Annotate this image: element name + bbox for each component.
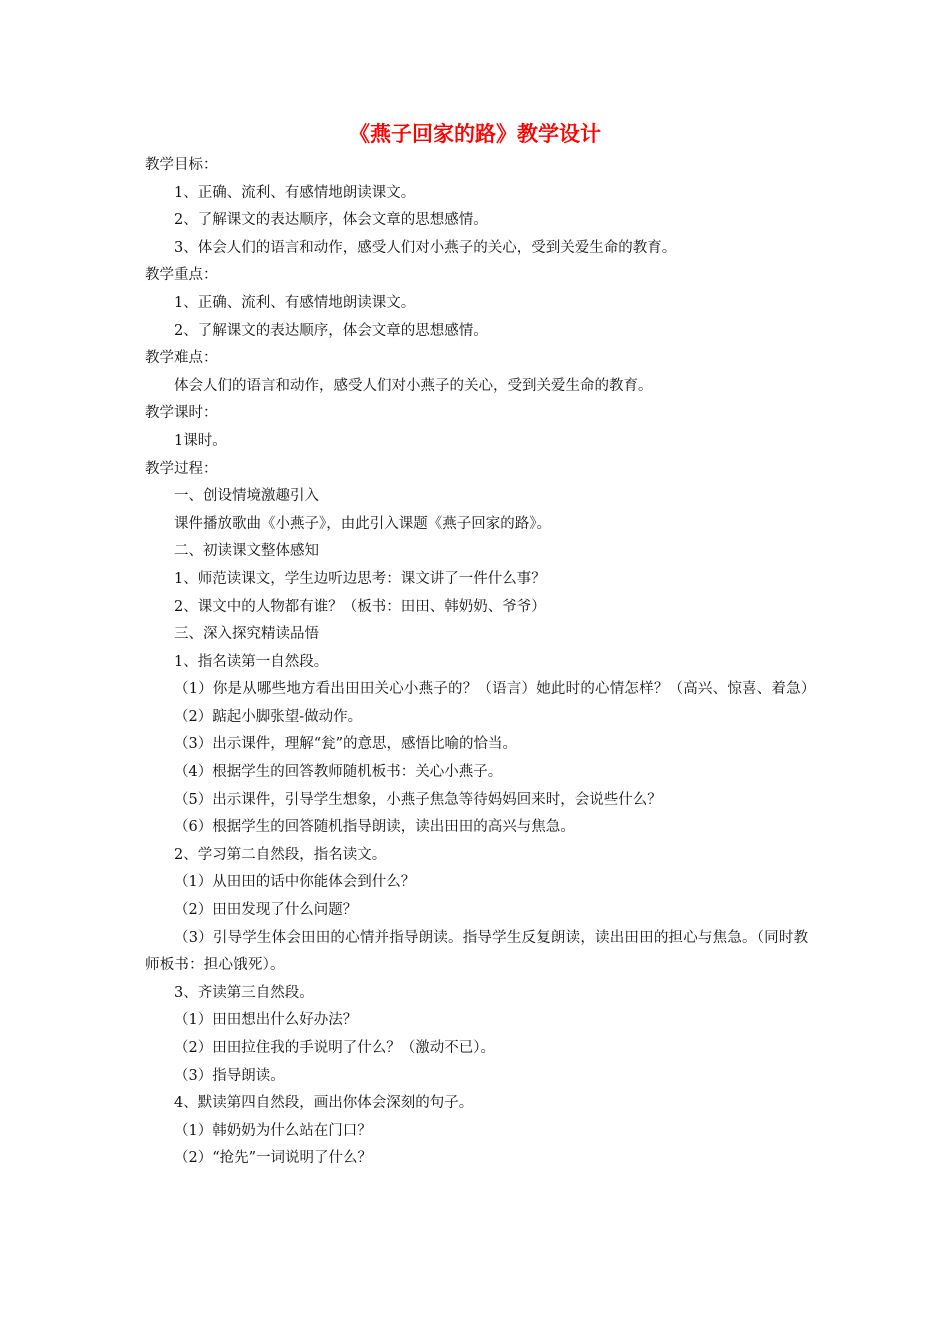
paragraph-line: （3）指导朗读。 <box>174 1067 285 1084</box>
paragraph-line: 3、体会人们的语言和动作，感受人们对小燕子的关心，受到关爱生命的教育。 <box>174 239 677 256</box>
paragraph-line: （2）田田拉住我的手说明了什么？（激动不已）。 <box>174 1040 495 1056</box>
paragraph-line: （6）根据学生的回答随机指导朗读，读出田田的高兴与焦急。 <box>174 819 575 836</box>
paragraph-line: （4）根据学生的回答教师随机板书：关心小燕子。 <box>174 764 503 781</box>
section-heading: 教学课时： <box>145 405 218 422</box>
paragraph-line: 1课时。 <box>174 432 227 449</box>
paragraph-line: （1）从田田的话中你能体会到什么？ <box>174 874 416 891</box>
paragraph-line: （1）田田想出什么好办法？ <box>174 1012 358 1029</box>
paragraph-line: 2、了解课文的表达顺序，体会文章的思想感情。 <box>174 212 488 229</box>
paragraph-line: 1、正确、流利、有感情地朗读课文。 <box>174 294 416 311</box>
paragraph-line: （2）踮起小脚张望-做动作。 <box>174 708 363 725</box>
paragraph-line: （1）韩奶奶为什么站在门口？ <box>174 1122 372 1139</box>
section-heading: 教学目标： <box>145 157 218 173</box>
paragraph-line: 1、正确、流利、有感情地朗读课文。 <box>174 184 416 201</box>
paragraph-line: 1、指名读第一自然段。 <box>174 653 329 670</box>
paragraph-line: （2）田田发现了什么问题？ <box>174 902 358 919</box>
paragraph-line: 课件播放歌曲《小燕子》，由此引入课题《燕子回家的路》。 <box>174 515 551 532</box>
paragraph-line: 4、默读第四自然段，画出你体会深刻的句子。 <box>174 1095 474 1112</box>
section-heading: 教学过程： <box>145 460 218 477</box>
paragraph-line: （3）出示课件，理解“瓮”的意思，感悟比喻的恰当。 <box>174 736 518 753</box>
paragraph-line: 3、齐读第三自然段。 <box>174 984 314 1001</box>
paragraph-line: 一、创设情境激趣引入 <box>174 488 319 505</box>
paragraph-line: 1、师范读课文，学生边听边思考：课文讲了一件什么事？ <box>174 570 546 587</box>
paragraph-line: （1）你是从哪些地方看出田田关心小燕子的？（语言）她此时的心情怎样？（高兴、惊喜、着急） <box>174 681 816 698</box>
section-heading: 教学难点： <box>145 350 218 367</box>
paragraph-line: 二、初读课文整体感知 <box>174 543 319 560</box>
paragraph-line: （5）出示课件，引导学生想象，小燕子焦急等待妈妈回来时，会说些什么？ <box>174 791 662 808</box>
paragraph-line: 体会人们的语言和动作，感受人们对小燕子的关心，受到关爱生命的教育。 <box>174 377 653 394</box>
paragraph-line: 2、课文中的人物都有谁？（板书：田田、韩奶奶、爷爷） <box>174 598 546 615</box>
paragraph-line: 2、了解课文的表达顺序，体会文章的思想感情。 <box>174 322 488 339</box>
paragraph-line: （2）“抢先”一词说明了什么？ <box>174 1150 373 1167</box>
paragraph-line: 三、深入探究精读品悟 <box>174 626 319 643</box>
paragraph-line: （3）引导学生体会田田的心情并指导朗读。指导学生反复朗读，读出田田的担心与焦急。（同时教师板书：担心饿死）。 <box>145 929 809 974</box>
section-heading: 教学重点： <box>145 267 218 284</box>
document-body <box>145 152 816 1173</box>
paragraph-line: 2、学习第二自然段，指名读文。 <box>174 846 387 863</box>
document-title: 《燕子回家的路》教学设计 <box>349 121 601 146</box>
